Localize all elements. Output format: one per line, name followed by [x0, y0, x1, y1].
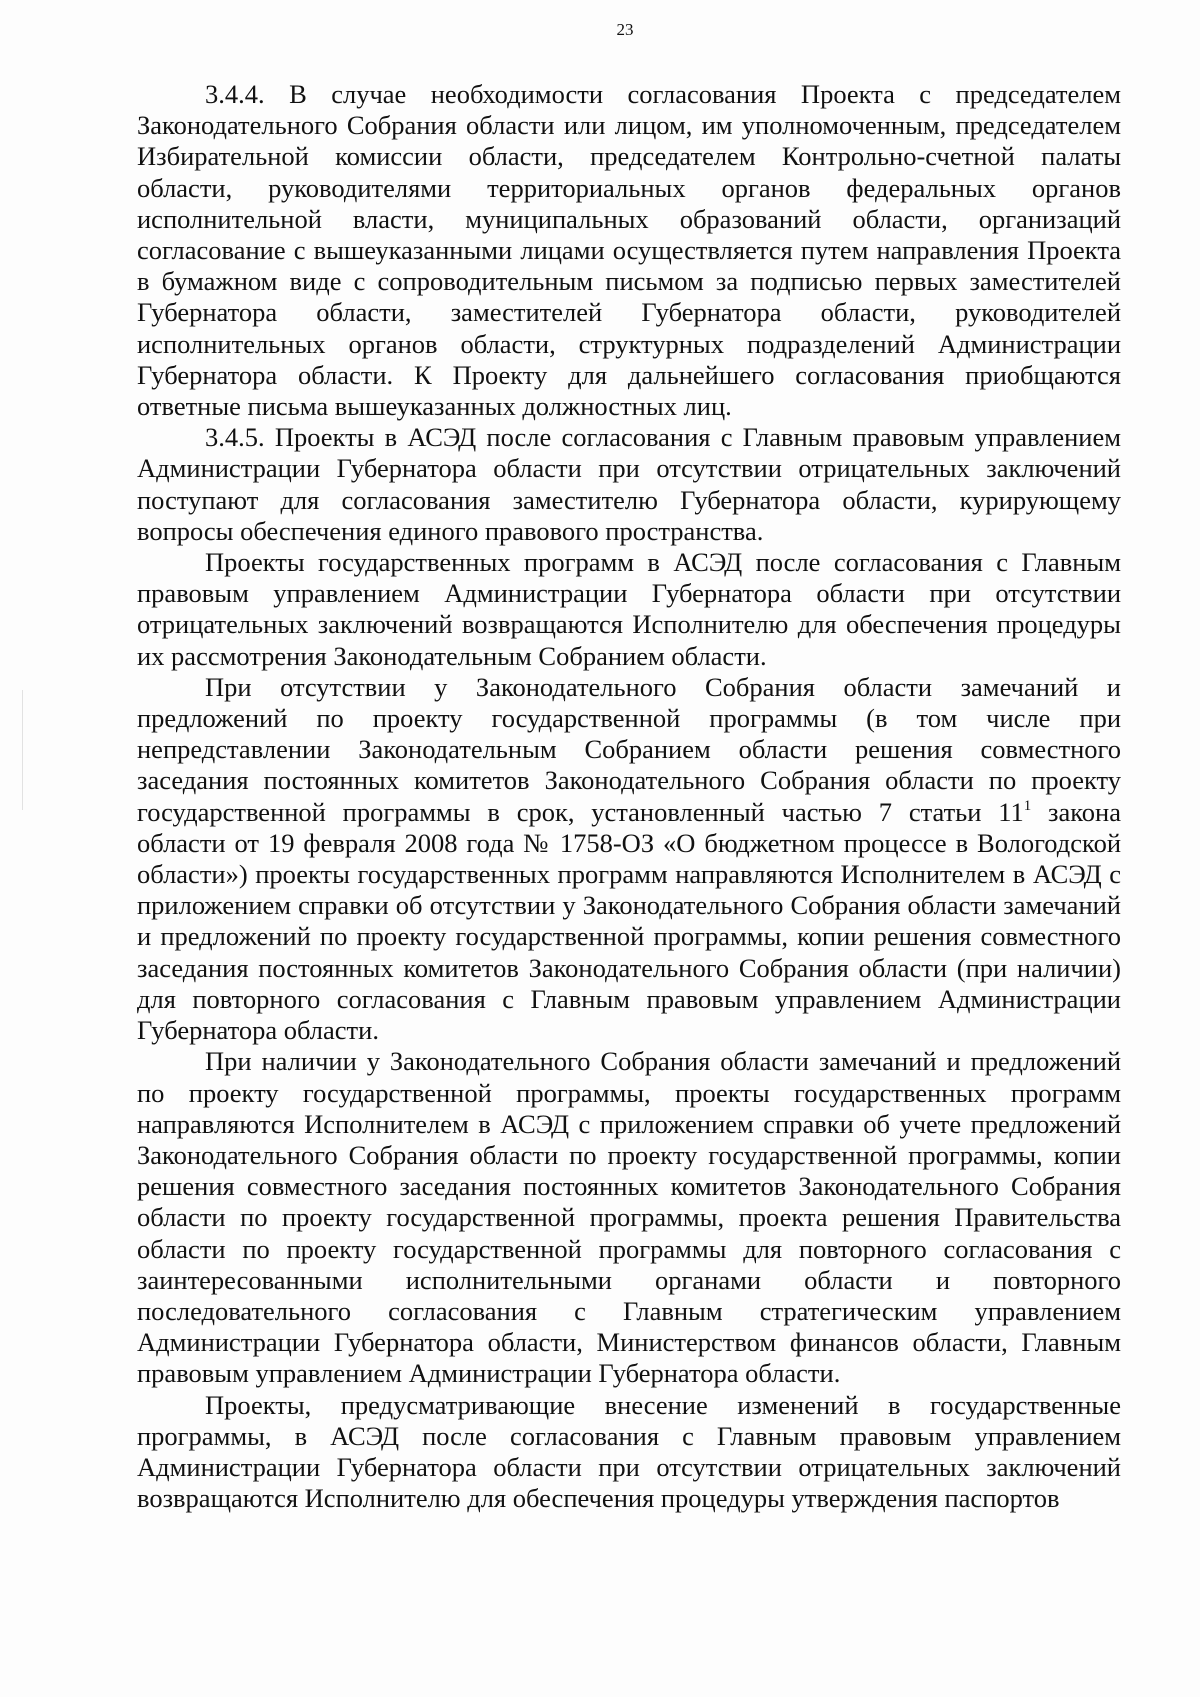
paragraph-program-amendments: Проекты, предусматривающие внесение изменений в государственные программы, в АСЭД после согласования с Главным правовым управлением Администрации Губернатора области при отсутствии отрицательных заключений возвращаются Исполнителю для обеспечения процедуры утверждения паспортов	[137, 1389, 1121, 1514]
paragraph-3-4-5: 3.4.5. Проекты в АСЭД после согласования с Главным правовым управлением Администрации Губернатора области при отсутствии отрицательных заключений поступают для согласования заместителю Губернатора области, курирующему вопросы обеспечения единого правового пространства.	[137, 422, 1121, 546]
paragraph-state-programs-return: Проекты государственных программ в АСЭД после согласования с Главным правовым управлением Администрации Губернатора области при отсутствии отрицательных заключений возвращаются Исполнителю для обеспечения процедуры их рассмотрения Законодательным Собранием области.	[137, 547, 1121, 671]
superscript-article-index: 1	[1023, 797, 1032, 814]
paragraph-with-objections: При наличии у Законодательного Собрания области замечаний и предложений по проекту государственной программы, проекты государственных программ направляются Исполнителем в АСЭД с приложением справки об учете предложений Законодательного Собрания области по проекту государственной программы, копии решения совместного заседания постоянных комитетов Законодательного Собрания области по проекту государственной программы, проекта решения Правительства области по проекту государственной программы для повторного согласования с заинтересованными исполнительными органами области и повторного последовательного согласования с Главным стратегическим управлением Администрации Губернатора области, Министерством финансов области, Главным правовым управлением Администрации Губернатора области.	[137, 1046, 1121, 1389]
paragraph-3-4-4: 3.4.4. В случае необходимости согласования Проекта с председателем Законодательного Собрания области или лицом, им уполномоченным, председателем Избирательной комиссии области, председателем Контрольно-счетной палаты области, руководителями территориальных органов федеральных органов исполнительной власти, муниципальных образований области, организаций согласование с вышеуказанными лицами осуществляется путем направления Проекта в бумажном виде с сопроводительным письмом за подписью первых заместителей Губернатора области, заместителей Губернатора области, руководителей исполнительных органов области, структурных подразделений Администрации Губернатора области. К Проекту для дальнейшего согласования приобщаются ответные письма вышеуказанных должностных лиц.	[137, 79, 1121, 422]
page-number: 23	[616, 20, 634, 39]
paragraph-text-before-superscript: При отсутствии у Законодательного Собрания области замечаний и предложений по проекту государственной программы (в том числе при непредставлении Законодательным Собранием области решения совместного заседания постоянных комитетов Законодательного Собрания области по проекту государственной программы в срок, установленный частью 7 статьи 11	[137, 671, 1121, 827]
paragraph-text-after-superscript: закона области от 19 февраля 2008 года № 1758-ОЗ «О бюджетном процессе в Вологодской области») проекты государственных программ направляются Исполнителем в АСЭД с приложением справки об отсутствии у Законодательного Собрания области замечаний и предложений по проекту государственной программы, копии решения совместного заседания постоянных комитетов Законодательного Собрания области (при наличии) для повторного согласования с Главным правовым управлением Администрации Губернатора области.	[137, 796, 1122, 1046]
scan-margin-mark	[22, 690, 23, 810]
document-body	[137, 79, 1121, 1514]
paragraph-no-objections	[137, 672, 1121, 1046]
